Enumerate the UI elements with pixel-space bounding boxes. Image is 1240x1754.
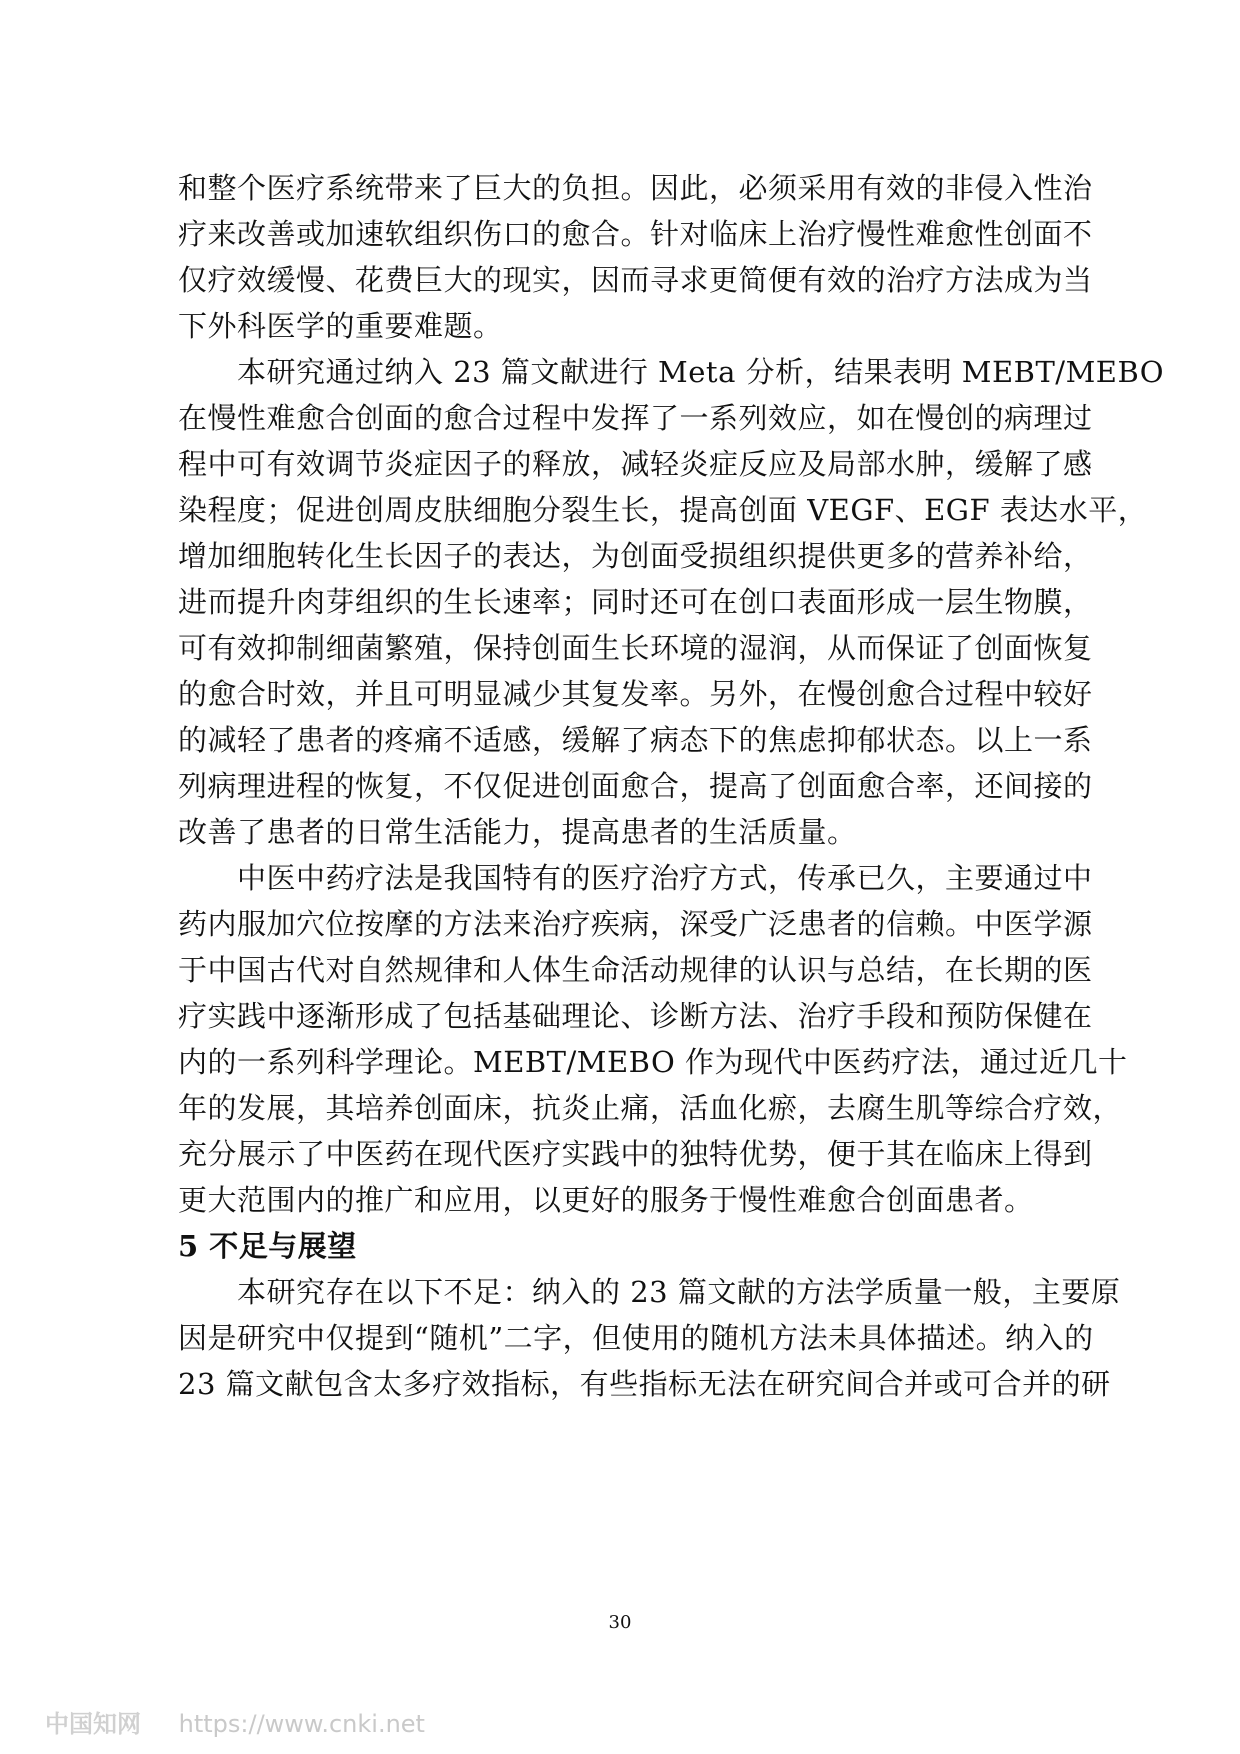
page-number: 30 [608,1612,632,1633]
cnki-url: https://www.cnki.net [178,1710,425,1738]
paragraph-line: 可有效抑制细菌繁殖，保持创面生长环境的湿润，从而保证了创面恢复 [178,631,1093,665]
paragraph-line: 程中可有效调节炎症因子的释放，减轻炎症反应及局部水肿，缓解了感 [178,447,1093,481]
paragraph-line: 改善了患者的日常生活能力，提高患者的生活质量。 [178,815,857,849]
paragraph-line: 药内服加穴位按摩的方法来治疗疾病，深受广泛患者的信赖。中医学源 [178,907,1093,941]
paragraph-line: 进而提升肉芽组织的生长速率；同时还可在创口表面形成一层生物膜， [178,585,1093,619]
paragraph-line: 充分展示了中医药在现代医疗实践中的独特优势，便于其在临床上得到 [178,1137,1093,1171]
cnki-logo: 中国知网 [45,1710,141,1738]
paragraph-line: 染程度；促进创周皮肤细胞分裂生长，提高创面 VEGF、EGF 表达水平， [178,493,1148,527]
paragraph-line: 增加细胞转化生长因子的表达，为创面受损组织提供更多的营养补给， [178,539,1093,573]
paragraph-line: 23 篇文献包含太多疗效指标，有些指标无法在研究间合并或可合并的研 [178,1367,1111,1401]
paragraph-line: 和整个医疗系统带来了巨大的负担。因此，必须采用有效的非侵入性治 [178,171,1093,205]
paragraph-line: 疗实践中逐渐形成了包括基础理论、诊断方法、治疗手段和预防保健在 [178,999,1093,1033]
paragraph-line: 的减轻了患者的疼痛不适感，缓解了病态下的焦虑抑郁状态。以上一系 [178,723,1093,757]
section-heading: 5 不足与展望 [178,1229,357,1263]
paragraph-line: 内的一系列科学理论。MEBT/MEBO 作为现代中医药疗法，通过近几十 [178,1045,1128,1079]
paragraph-line: 更大范围内的推广和应用，以更好的服务于慢性难愈合创面患者。 [178,1183,1034,1217]
paragraph-line: 本研究通过纳入 23 篇文献进行 Meta 分析，结果表明 MEBT/MEBO [178,355,1165,389]
paragraph-line: 在慢性难愈合创面的愈合过程中发挥了一系列效应，如在慢创的病理过 [178,401,1093,435]
paragraph-line: 下外科医学的重要难题。 [178,309,503,343]
paragraph-line: 中医中药疗法是我国特有的医疗治疗方式，传承已久，主要通过中 [178,861,1093,895]
paragraph-line: 列病理进程的恢复，不仅促进创面愈合，提高了创面愈合率，还间接的 [178,769,1093,803]
paragraph-line: 因是研究中仅提到“随机”二字，但使用的随机方法未具体描述。纳入的 [178,1321,1094,1355]
paragraph-line: 年的发展，其培养创面床，抗炎止痛，活血化瘀，去腐生肌等综合疗效， [178,1091,1123,1125]
paragraph-line: 仅疗效缓慢、花费巨大的现实，因而寻求更简便有效的治疗方法成为当 [178,263,1093,297]
paragraph-line: 本研究存在以下不足：纳入的 23 篇文献的方法学质量一般，主要原 [178,1275,1121,1309]
paragraph-line: 于中国古代对自然规律和人体生命活动规律的认识与总结，在长期的医 [178,953,1093,987]
paragraph-line: 的愈合时效，并且可明显减少其复发率。另外，在慢创愈合过程中较好 [178,677,1093,711]
watermark-footer [45,1704,425,1739]
paragraph-line: 疗来改善或加速软组织伤口的愈合。针对临床上治疗慢性难愈性创面不 [178,217,1093,251]
